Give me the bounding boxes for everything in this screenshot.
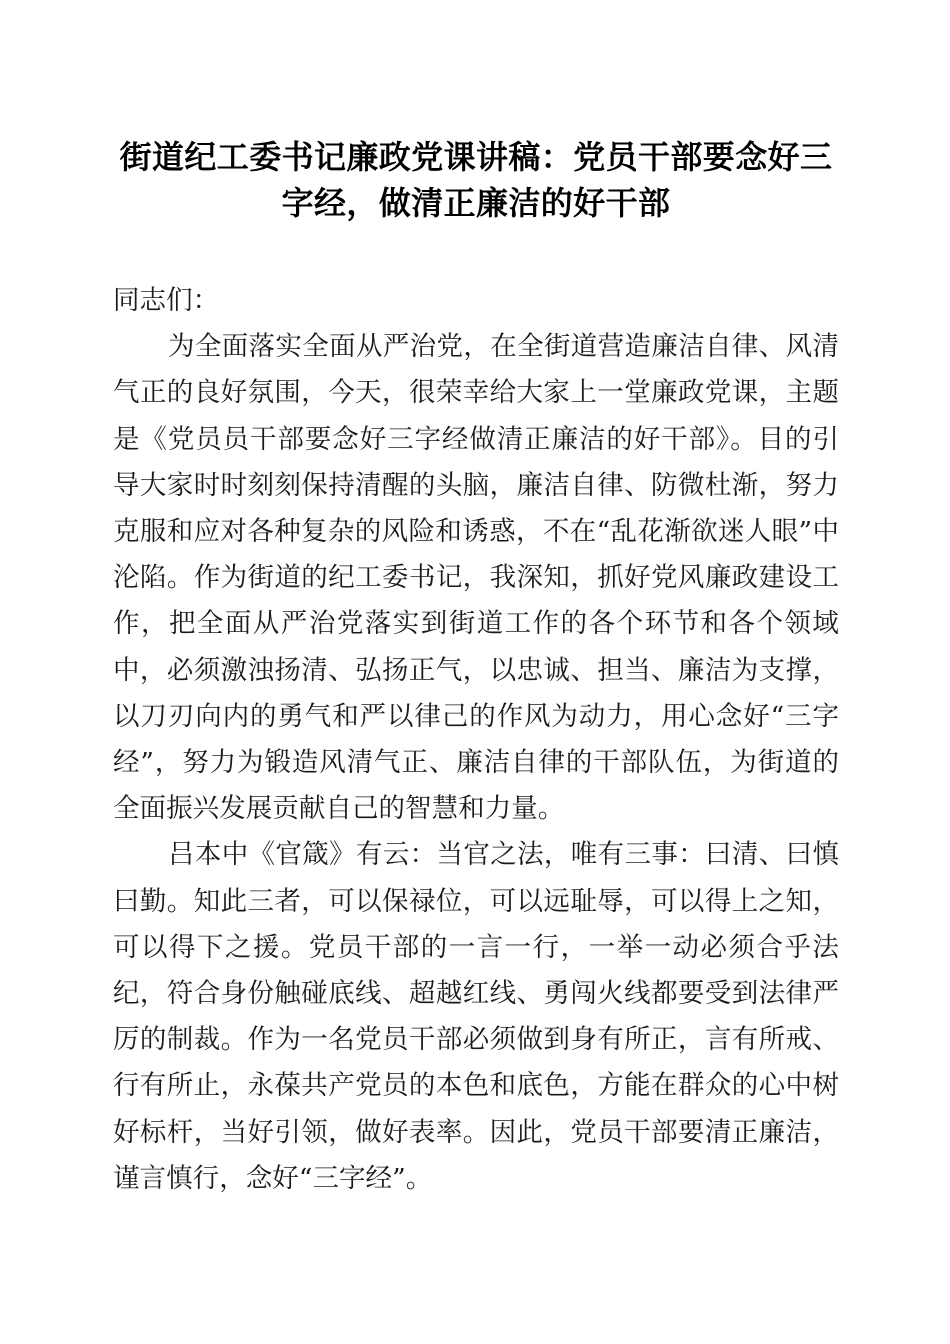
- body-paragraph-2: 吕本中《官箴》有云：当官之法，唯有三事：曰清、曰慎曰勤。知此三者，可以保禄位，可以远耻辱，可以得上之知，可以得下之援。党员干部的一言一行，一举一动必须合乎法纪，符合身份触碰底线、超越红线、勇闯火线都要受到法律严厉的制裁。作为一名党员干部必须做到身有所正，言有所戒、行有所止，永葆共产党员的本色和底色，方能在群众的心中树好标杆，当好引领，做好表率。因此，党员干部要清正廉洁，谨言慎行，念好“三字经”。: [113, 839, 839, 1194]
- salutation-line: 同志们：: [113, 285, 220, 316]
- page-content-column: [113, 0, 839, 1202]
- page-title: 街道纪工委书记廉政党课讲稿：党员干部要念好三字经，做清正廉洁的好干部: [119, 139, 833, 221]
- body-paragraph-1: 为全面落实全面从严治党，在全街道营造廉洁自律、风清气正的良好氛围，今天，很荣幸给大家上一堂廉政党课，主题是《党员员干部要念好三字经做清正廉洁的好干部》。目的引导大家时时刻刻保持清醒的头脑，廉洁自律、防微杜渐，努力克服和应对各种复杂的风险和诱惑，不在“乱花渐欲迷人眼”中沦陷。作为街道的纪工委书记，我深知，抓好党风廉政建设工作，把全面从严治党落实到街道工作的各个环节和各个领域中，必须激浊扬清、弘扬正气，以忠诚、担当、廉洁为支撑，以刀刃向内的勇气和严以律己的作风为动力，用心念好“三字经”，努力为锻造风清气正、廉洁自律的干部队伍，为街道的全面振兴发展贡献自己的智慧和力量。: [113, 331, 839, 825]
- document-body: [113, 226, 839, 1202]
